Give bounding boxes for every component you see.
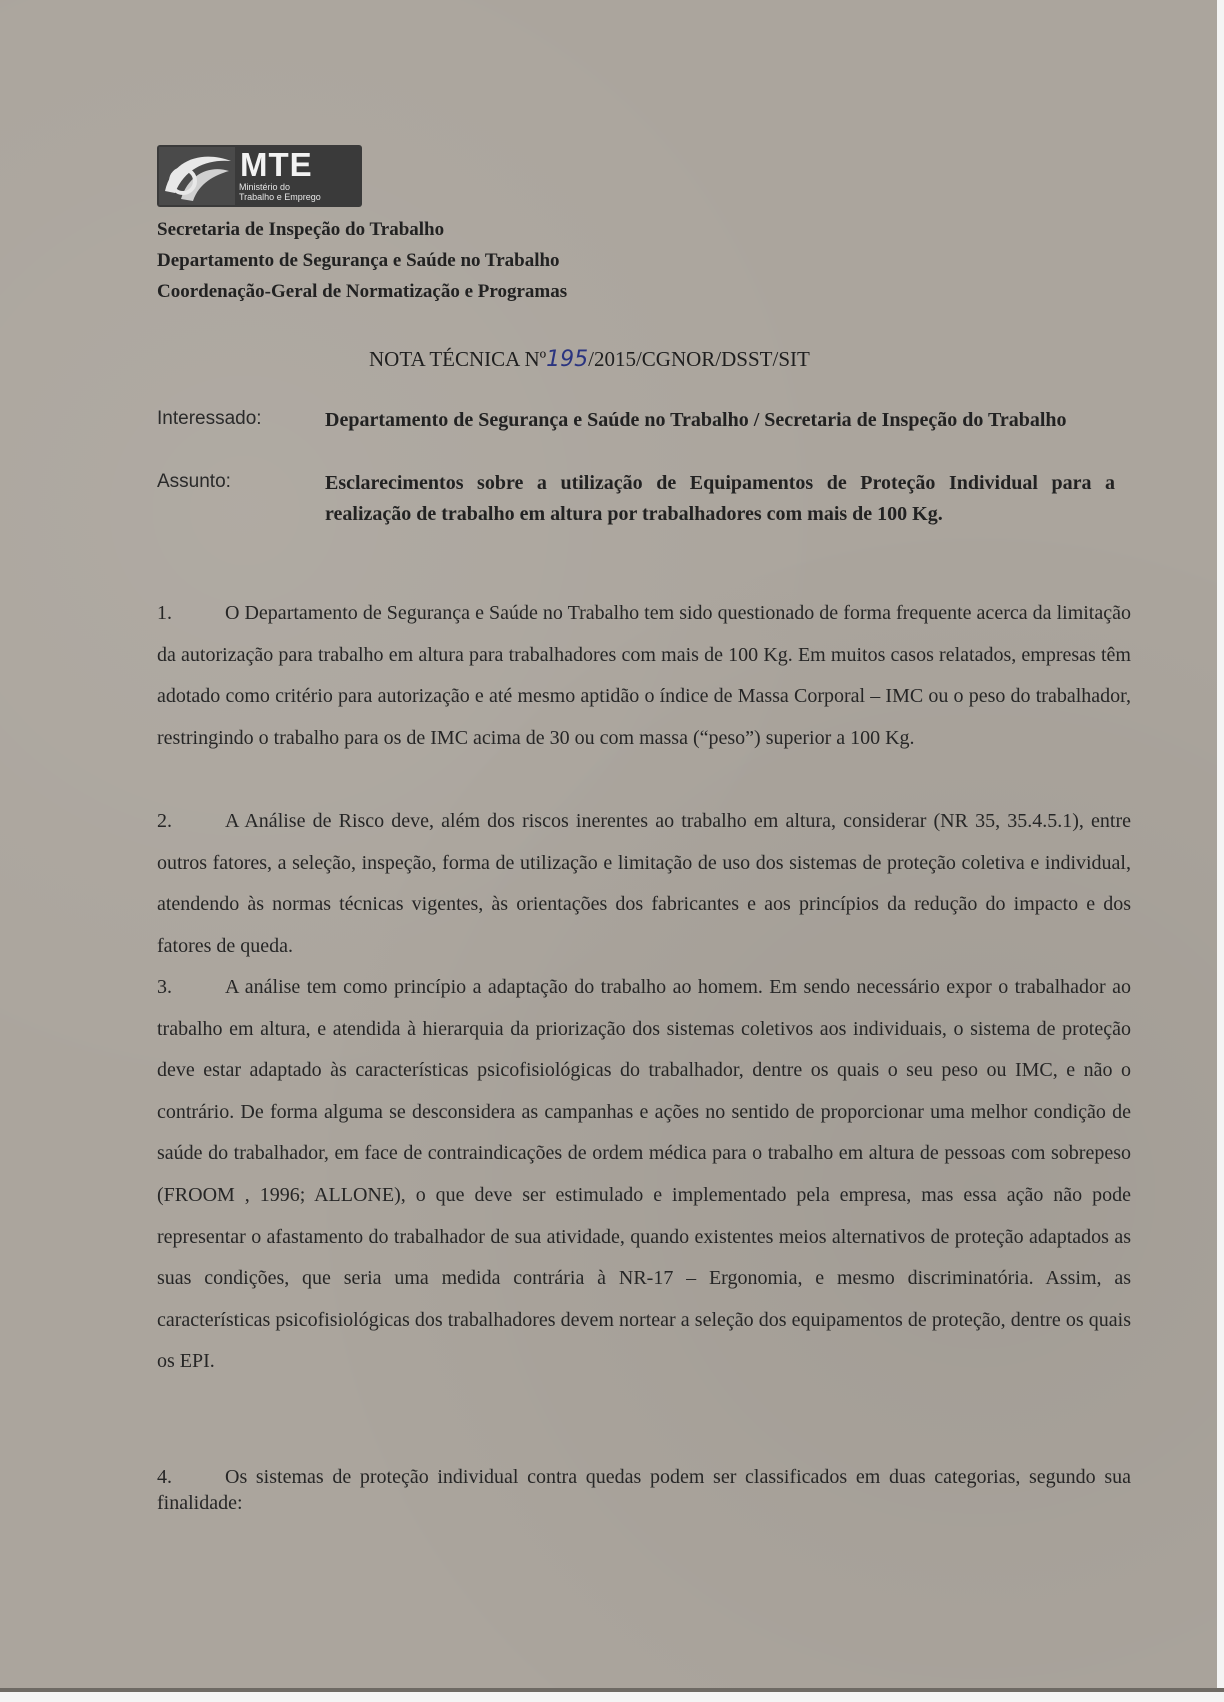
header-coordenacao: Coordenação-Geral de Normatização e Programas: [157, 281, 568, 302]
interessado-label: Interessado:: [157, 408, 262, 429]
paragraph-number: 4.: [157, 1466, 172, 1488]
paragraph-text: A análise tem como princípio a adaptação do trabalho ao homem. Em sendo necessário expor o trabalhador ao trabalho em altura, e atendida à hierarquia da priorização dos sistemas coletivos aos individuais, o sistema de proteção deve estar adaptado às características psicofisiológicas do trabalhador, dentre os quais o seu peso ou IMC, e não o contrário. De forma alguma se desconsidera as campanhas e ações no sentido de proporcionar uma melhor condição de saúde do trabalhador, em face de contraindicações de ordem médica para o trabalho em altura de pessoas com sobrepeso (FROOM , 1996; ALLONE), o que deve ser estimulado e implementado pela empresa, mas essa ação não pode representar o afastamento do trabalhador de sua atividade, quando existentes meios alternativos de proteção adaptados as suas condições, que seria uma medida contrária à NR-17 – Ergonomia, e mesmo discriminatória. Assim, as características psicofisiológicas dos trabalhadores devem nortear a seleção dos equipamentos de proteção, dentre os quais os EPI.: [157, 976, 1131, 1373]
interessado-value: Departamento de Segurança e Saúde no Trabalho / Secretaria de Inspeção do Trabalho: [325, 409, 1067, 431]
page-title: [369, 347, 810, 372]
scan-edge-bottom: [0, 1692, 1224, 1702]
scan-edge-right: [1217, 0, 1224, 1702]
header-secretaria: Secretaria de Inspeção do Trabalho: [157, 219, 445, 240]
paragraph-number: 1.: [157, 602, 172, 624]
paragraph-3: [157, 967, 1131, 1383]
logo-subtitle-line1: Ministério do: [239, 182, 291, 192]
title-suffix: /2015/CGNOR/DSST/SIT: [588, 347, 810, 371]
logo-acronym: MTE: [240, 146, 313, 183]
assunto-label: Assunto:: [157, 471, 231, 492]
paragraph-4: [157, 1464, 1131, 1516]
paragraph-text: Os sistemas de proteção individual contra quedas podem ser classificados em duas categorias, segundo sua finalidade:: [157, 1466, 1131, 1514]
paragraph-1: [157, 593, 1131, 759]
assunto-value: Esclarecimentos sobre a utilização de Equipamentos de Proteção Individual para a realização de trabalho em altura por trabalhadores com mais de 100 Kg.: [325, 472, 1115, 525]
handwritten-number: 195: [546, 347, 589, 372]
paragraph-number: 3.: [157, 976, 172, 998]
header-departamento: Departamento de Segurança e Saúde no Trabalho: [157, 250, 560, 271]
mte-emblem-icon: [159, 147, 235, 205]
mte-logo: [157, 145, 362, 207]
paragraph-text: A Análise de Risco deve, além dos riscos inerentes ao trabalho em altura, considerar (NR 35, 35.4.5.1), entre outros fatores, a seleção, inspeção, forma de utilização e limitação de uso dos sistemas de proteção coletiva e individual, atendendo às normas técnicas vigentes, às orientações dos fabricantes e aos princípios da redução do impacto e dos fatores de queda.: [157, 810, 1131, 957]
title-prefix: NOTA TÉCNICA Nº: [369, 347, 547, 371]
paragraph-text: O Departamento de Segurança e Saúde no Trabalho tem sido questionado de forma frequente acerca da limitação da autorização para trabalho em altura para trabalhadores com mais de 100 Kg. Em muitos casos relatados, empresas têm adotado como critério para autorização e até mesmo aptidão o índice de Massa Corporal – IMC ou o peso do trabalhador, restringindo o trabalho para os de IMC acima de 30 ou com massa (“peso”) superior a 100 Kg.: [157, 602, 1131, 749]
paragraph-number: 2.: [157, 810, 172, 832]
paragraph-2: [157, 801, 1131, 967]
logo-subtitle: [239, 182, 359, 202]
logo-subtitle-line2: Trabalho e Emprego: [239, 192, 321, 202]
